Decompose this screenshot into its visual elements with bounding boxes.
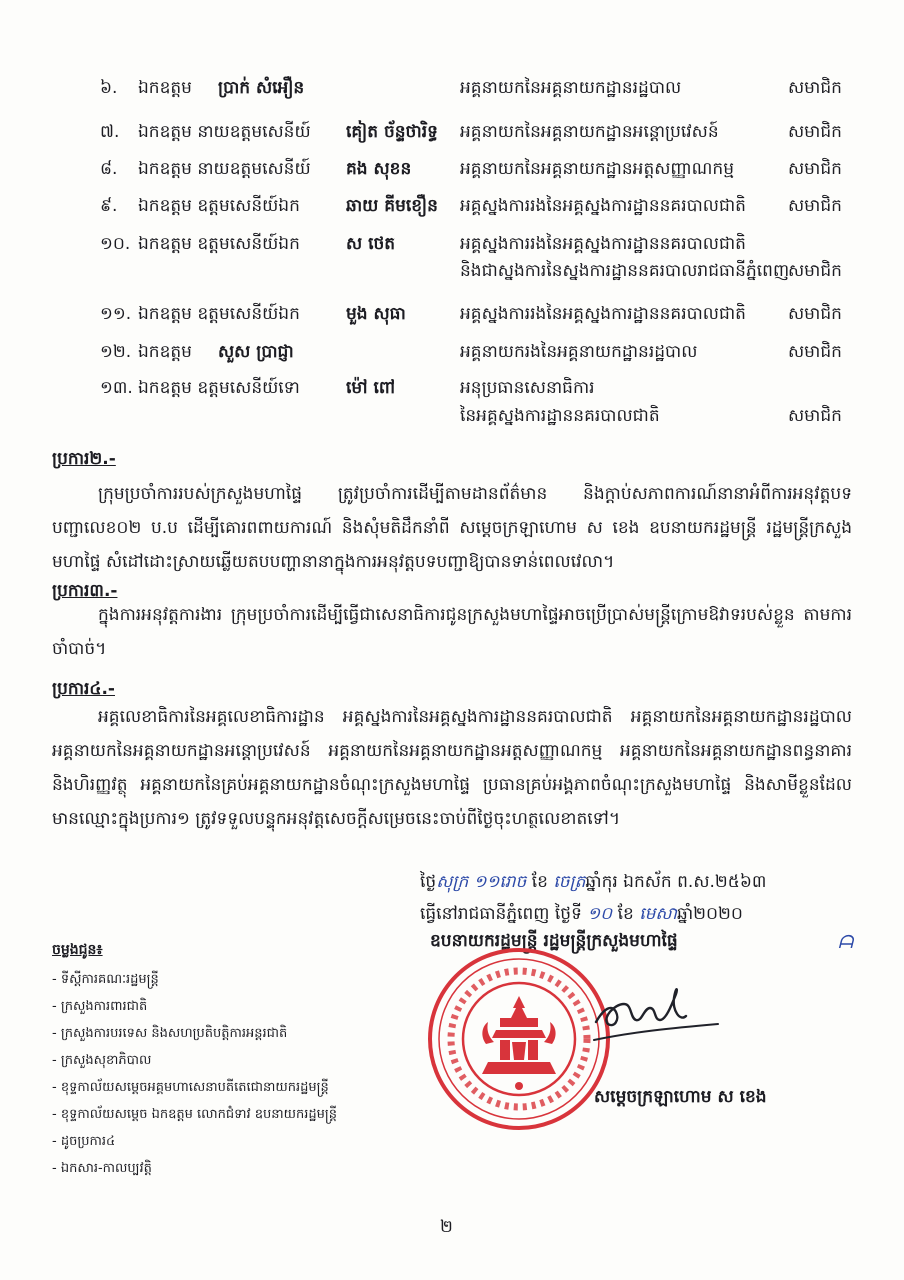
article-2-text: ក្រុមប្រចាំការរបស់ក្រសួងមហាផ្ទៃ ត្រូវប្រចាំការដើម្បីតាមដានព័ត៌មាន និងក្តាប់សភាពការណ៍នានាអំពីការអនុវត្តបទបញ្ជាលេខ០២ ប.ប ដើម្បីគោរពពាយការណ៍ និងសុំមតិដឹកនាំពី សម្តេចក្រឡាហោម ស ខេង ឧបនាយករដ្ឋមន្ត្រី រដ្ឋមន្ត្រីក្រសួងមហាផ្ទៃ សំដៅដោះស្រាយឆ្លើយតបបញ្ហានានាក្នុងការអនុវត្តបទបញ្ជាឱ្យបានទាន់ពេលវេលា។ bbox=[52, 484, 852, 572]
article-3-text: ក្នុងការអនុវត្តការងារ ក្រុមប្រចាំការដើម្បីធ្វើជាសេនាធិការជូនក្រសួងមហាផ្ទៃអាចប្រើប្រាស់មន្ត្រីក្រោមឱវាទរបស់ខ្លួន តាមការចាំបាច់។ bbox=[52, 605, 852, 659]
member-number: ៩. bbox=[100, 196, 118, 216]
official-seal bbox=[426, 946, 612, 1132]
cc-item: - ខុទ្ទកាល័យសម្តេចអគ្គមហាសេនាបតីតេជោនាយករដ្ឋមន្ត្រី bbox=[52, 1080, 329, 1095]
member-number: ១១. bbox=[100, 304, 132, 324]
member-position-line2: នៃអគ្គស្នងការដ្ឋាននគរបាលជាតិ bbox=[460, 406, 660, 426]
signature bbox=[592, 978, 722, 1048]
article-4-heading: ប្រការ៤.- bbox=[52, 679, 115, 699]
member-row bbox=[100, 194, 860, 232]
member-list bbox=[100, 76, 860, 436]
member-role: សមាជិក bbox=[788, 342, 842, 362]
cc-list bbox=[52, 940, 412, 1185]
member-role: សមាជិក bbox=[788, 122, 842, 142]
member-role: សមាជិក bbox=[788, 196, 842, 216]
member-position: អគ្គនាយកនៃអគ្គនាយកដ្ឋានរដ្ឋបាល bbox=[460, 78, 682, 98]
member-position: អគ្គស្នងការរងនៃអគ្គស្នងការដ្ឋាននគរបាលជាតិ bbox=[460, 304, 746, 324]
date-prefix: ថ្ងៃ bbox=[420, 872, 437, 892]
member-rank: ឯកឧត្តម bbox=[138, 78, 192, 98]
cc-item: - ទីស្តីការគណៈរដ្ឋមន្ត្រី bbox=[52, 972, 159, 987]
date-month-word: ខែ bbox=[531, 872, 548, 892]
member-name: ឆាយ គីមខឿន bbox=[346, 196, 438, 216]
article-3-heading: ប្រការ៣.- bbox=[52, 581, 118, 601]
handwritten-lunar-day: សុក្រ ១១រោច bbox=[436, 872, 527, 892]
member-role: សមាជិក bbox=[788, 159, 842, 179]
member-number: ១២. bbox=[100, 342, 132, 362]
member-number: ៨. bbox=[100, 159, 118, 179]
member-rank: ឯកឧត្តម នាយឧត្តមសេនីយ៍ bbox=[138, 159, 311, 179]
member-row bbox=[100, 340, 860, 376]
cc-item: - ក្រសួងការពារជាតិ bbox=[52, 999, 148, 1014]
place-prefix: ធ្វើនៅរាជធានីភ្នំពេញ ថ្ងៃទី bbox=[420, 904, 582, 924]
member-position: អនុប្រធានសេនាធិការ bbox=[460, 378, 595, 398]
member-row bbox=[100, 232, 860, 302]
member-name: ប្រាក់ សំអឿន bbox=[218, 78, 305, 98]
cc-item: - ក្រសួងសុខាភិបាល bbox=[52, 1053, 152, 1068]
article-4-text: អគ្គលេខាធិការនៃអគ្គលេខាធិការដ្ឋាន អគ្គស្នងការនៃអគ្គស្នងការដ្ឋាននគរបាលជាតិ អគ្គនាយកនៃអគ្គនាយកដ្ឋានរដ្ឋបាល អគ្គនាយកនៃអគ្គនាយកដ្ឋានអន្តោប្រវេសន៍ អគ្គនាយកនៃអគ្គនាយកដ្ឋានអត្តសញ្ញាណកម្ម អគ្គនាយកនៃអគ្គនាយកដ្ឋានពន្ធនាគារ និងហិរញ្ញវត្ថុ អគ្គនាយកនៃគ្រប់អគ្គនាយកដ្ឋានចំណុះក្រសួងមហាផ្ទៃ ប្រធានគ្រប់អង្គភាពចំណុះក្រសួងមហាផ្ទៃ និងសាមីខ្លួនដែលមានឈ្មោះក្នុងប្រការ១ ត្រូវទទួលបន្ទុកអនុវត្តសេចក្តីសម្រេចនេះចាប់ពីថ្ងៃចុះហត្ថលេខាតទៅ។ bbox=[52, 707, 852, 829]
member-number: ១០. bbox=[100, 234, 131, 254]
date-year: ឆ្នាំកុរ ឯកស័ក ព.ស.២៥៦៣ bbox=[585, 872, 767, 892]
member-rank: ឯកឧត្តម bbox=[138, 342, 192, 362]
member-position: អគ្គស្នងការរងនៃអគ្គស្នងការដ្ឋាននគរបាលជាតិ bbox=[460, 234, 746, 254]
member-role: សមាជិក bbox=[788, 406, 842, 426]
member-row bbox=[100, 376, 860, 436]
handwritten-day: ១០ bbox=[587, 904, 613, 924]
cc-title: ចម្លងជូន៖ bbox=[52, 942, 103, 958]
member-name: ម៉ៅ ពៅ bbox=[346, 378, 396, 398]
lunar-date-line bbox=[420, 866, 860, 898]
member-position-line2: និងជាស្នងការនៃស្នងការដ្ឋាននគរបាលរាជធានីភ្នំពេញ bbox=[460, 261, 790, 281]
member-name: សួស ប្រាជ្ញា bbox=[218, 342, 294, 362]
member-rank: ឯកឧត្តម ឧត្តមសេនីយ៍ឯក bbox=[138, 196, 300, 216]
solar-date-line bbox=[420, 898, 860, 930]
member-row bbox=[100, 157, 860, 194]
member-rank: ឯកឧត្តម ឧត្តមសេនីយ៍ឯក bbox=[138, 234, 300, 254]
member-role: សមាជិក bbox=[788, 78, 842, 98]
date-block bbox=[420, 866, 860, 930]
member-row bbox=[100, 302, 860, 340]
member-name: គៀត ច័ន្ទថារិទ្ធ bbox=[346, 122, 438, 142]
member-name: មួង សុធា bbox=[346, 304, 406, 324]
member-position: អគ្គនាយកនៃអគ្គនាយកដ្ឋានអត្តសញ្ញាណកម្ម bbox=[460, 159, 735, 179]
member-name: ស ថេត bbox=[346, 234, 396, 254]
member-name: គង សុខន bbox=[346, 159, 412, 179]
member-row bbox=[100, 120, 860, 157]
signer-name: សម្តេចក្រឡាហោម ស ខេង bbox=[594, 1087, 767, 1107]
date-month-word-2: ខែ bbox=[617, 904, 634, 924]
cc-item: - ក្រសួងការបរទេស និងសហប្រតិបត្តិការអន្តរជាតិ bbox=[52, 1026, 288, 1041]
handwritten-month: មេសា bbox=[639, 904, 677, 924]
member-rank: ឯកឧត្តម ឧត្តមសេនីយ៍ឯក bbox=[138, 304, 300, 324]
page-number: ២ bbox=[440, 1217, 453, 1237]
cc-item: - ឯកសារ-កាលប្បវត្តិ bbox=[52, 1161, 152, 1176]
member-number: ៦. bbox=[100, 78, 118, 98]
member-role: សមាជិក bbox=[788, 304, 842, 324]
handwritten-initial: ᗩ bbox=[838, 932, 853, 953]
article-2-heading: ប្រការ២.- bbox=[52, 449, 116, 469]
member-number: ៧. bbox=[100, 122, 120, 142]
member-rank: ឯកឧត្តម ឧត្តមសេនីយ៍ទោ bbox=[138, 378, 300, 398]
member-number: ១៣. bbox=[100, 378, 133, 398]
member-position: អគ្គស្នងការរងនៃអគ្គស្នងការដ្ឋាននគរបាលជាតិ bbox=[460, 196, 746, 216]
member-position: អគ្គនាយករងនៃអគ្គនាយកដ្ឋានរដ្ឋបាល bbox=[460, 342, 698, 362]
signer-title: ឧបនាយករដ្ឋមន្ត្រី រដ្ឋមន្ត្រីក្រសួងមហាផ្ទៃ bbox=[430, 931, 678, 951]
cc-item: - ដូចប្រការ៤ bbox=[52, 1134, 116, 1149]
member-role: សមាជិក bbox=[788, 261, 842, 281]
cc-item: - ខុទ្ទកាល័យសម្តេច ឯកឧត្តម លោកជំទាវ ឧបនាយករដ្ឋមន្ត្រី bbox=[52, 1107, 338, 1122]
date-year-2: ឆ្នាំ២០២០ bbox=[676, 904, 743, 924]
handwritten-lunar-month: ចេត្រ bbox=[553, 872, 586, 892]
member-position: អគ្គនាយកនៃអគ្គនាយកដ្ឋានអន្តោប្រវេសន៍ bbox=[460, 122, 719, 142]
member-rank: ឯកឧត្តម នាយឧត្តមសេនីយ៍ bbox=[138, 122, 311, 142]
member-row bbox=[100, 76, 860, 120]
